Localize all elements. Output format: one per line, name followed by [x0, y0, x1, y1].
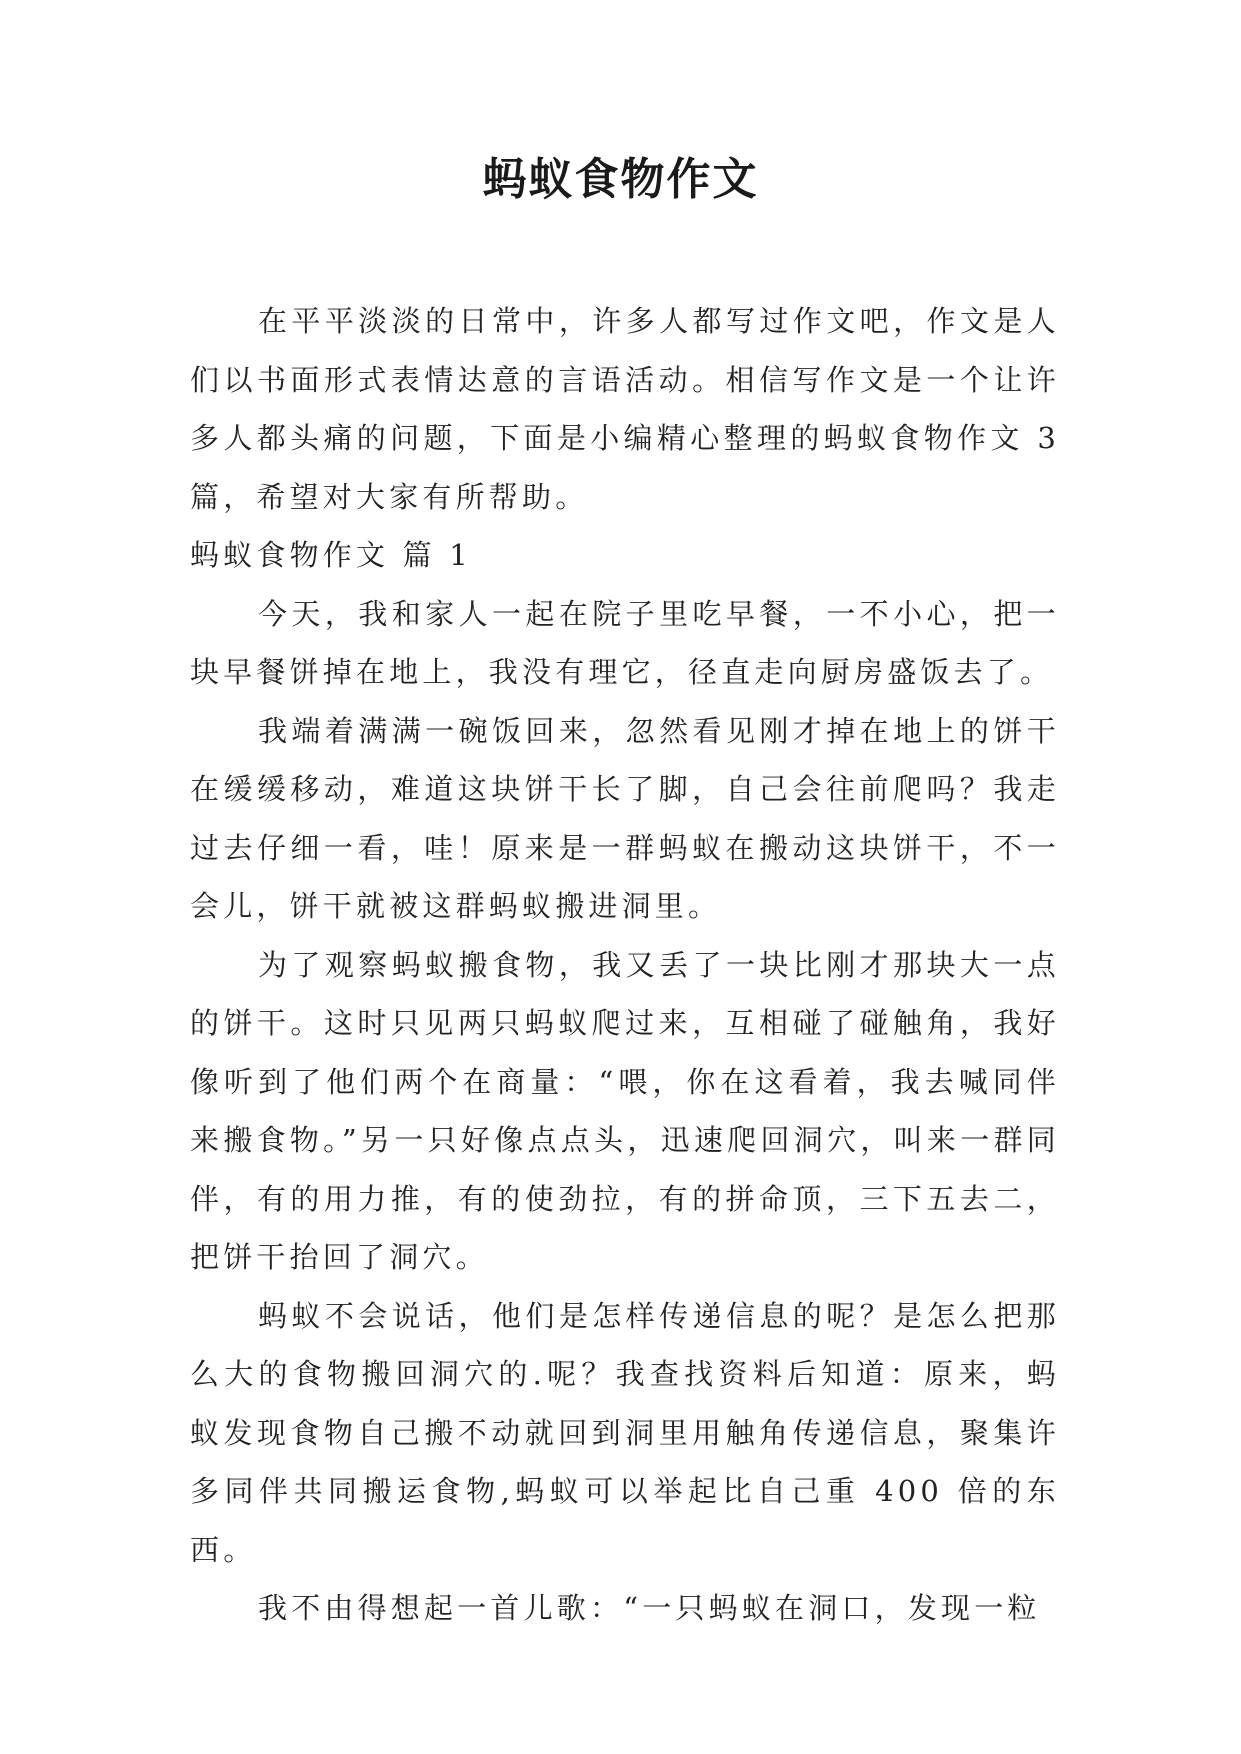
body-paragraph-5: 我不由得想起一首儿歌：“一只蚂蚁在洞口，发现一粒 — [258, 1591, 1041, 1625]
body-paragraph-3: 为了观察蚂蚁搬食物，我又丢了一块比刚才那块大一点的饼干。这时只见两只蚂蚁爬过来，互相碰了碰触角，我好像听到了他们两个在商量：“喂，你在这看着，我去喊同伴来搬食物。”另一只好像点点头，迅速爬回洞穴，叫来一群同伴，有的用力推，有的使劲拉，有的拼命顶，三下五去二，把饼干抬回了洞穴。 — [190, 947, 1060, 1274]
section-heading: 蚂蚁食物作文 篇 1 — [190, 538, 472, 572]
body-paragraph-2: 我端着满满一碗饭回来，忽然看见刚才掉在地上的饼干在缓缓移动，难道这块饼干长了脚，自己会往前爬吗？我走过去仔细一看，哇！原来是一群蚂蚁在搬动这块饼干，不一会儿，饼干就被这群蚂蚁搬进洞里。 — [190, 713, 1060, 923]
document-title: 蚂蚁食物作文 — [482, 154, 759, 205]
intro-paragraph: 在平平淡淡的日常中，许多人都写过作文吧，作文是人们以书面形式表情达意的言语活动。相信写作文是一个让许多人都头痛的问题，下面是小编精心整理的蚂蚁食物作文 3 篇，希望对大家有所帮助。 — [190, 304, 1060, 514]
body-paragraph-1: 今天，我和家人一起在院子里吃早餐，一不小心，把一块早餐饼掉在地上，我没有理它，径直走向厨房盛饭去了。 — [190, 596, 1060, 689]
body-paragraph-4: 蚂蚁不会说话，他们是怎样传递信息的呢？是怎么把那么大的食物搬回洞穴的.呢？我查找资料后知道：原来，蚂蚁发现食物自己搬不动就回到洞里用触角传递信息，聚集许多同伴共同搬运食物,蚂蚁可以举起比自己重 400 倍的东西。 — [190, 1298, 1060, 1567]
document-body — [190, 292, 1060, 1638]
